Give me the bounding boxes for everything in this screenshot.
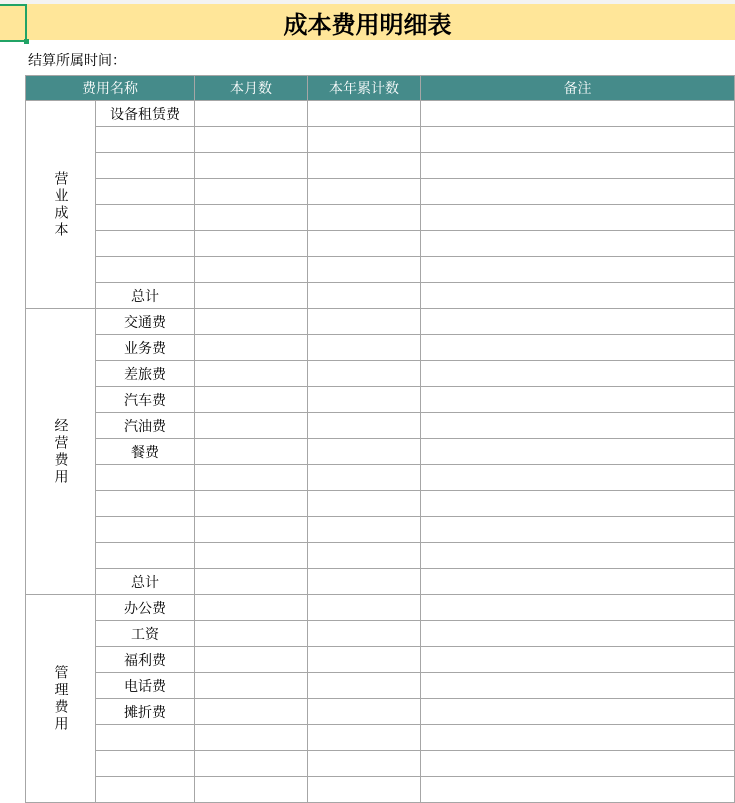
item-name-cell[interactable]: 设备租赁费 [96,101,195,127]
item-name-cell[interactable] [96,543,195,569]
ytd-amount-cell[interactable] [308,777,421,803]
item-name-cell[interactable]: 摊折费 [96,699,195,725]
remarks-cell[interactable] [421,699,735,725]
category-cell[interactable]: 营业成本 [25,101,96,309]
monthly-amount-cell[interactable] [195,777,308,803]
item-name-cell[interactable] [96,231,195,257]
item-name-cell[interactable] [96,465,195,491]
item-name-cell[interactable]: 汽油费 [96,413,195,439]
remarks-cell[interactable] [421,621,735,647]
monthly-amount-cell[interactable] [195,465,308,491]
item-name-cell[interactable]: 电话费 [96,673,195,699]
monthly-amount-cell[interactable] [195,309,308,335]
ytd-amount-cell[interactable] [308,205,421,231]
monthly-amount-cell[interactable] [195,101,308,127]
remarks-cell[interactable] [421,777,735,803]
item-name-cell[interactable] [96,205,195,231]
remarks-cell[interactable] [421,543,735,569]
monthly-amount-cell[interactable] [195,543,308,569]
monthly-amount-cell[interactable] [195,413,308,439]
remarks-cell[interactable] [421,101,735,127]
ytd-amount-cell[interactable] [308,751,421,777]
monthly-amount-cell[interactable] [195,595,308,621]
category-cell[interactable]: 管理费用 [25,595,96,803]
monthly-amount-cell[interactable] [195,621,308,647]
remarks-cell[interactable] [421,153,735,179]
monthly-amount-cell[interactable] [195,153,308,179]
header-3: 备注 [421,75,735,101]
item-name-cell[interactable]: 业务费 [96,335,195,361]
monthly-amount-cell[interactable] [195,179,308,205]
remarks-cell[interactable] [421,413,735,439]
monthly-amount-cell[interactable] [195,335,308,361]
header-0: 费用名称 [25,75,195,101]
item-name-cell[interactable] [96,777,195,803]
ytd-amount-cell[interactable] [308,231,421,257]
item-name-cell[interactable]: 汽车费 [96,387,195,413]
ytd-amount-cell[interactable] [308,309,421,335]
ytd-amount-cell[interactable] [308,543,421,569]
item-name-cell[interactable] [96,153,195,179]
monthly-amount-cell[interactable] [195,699,308,725]
remarks-cell[interactable] [421,335,735,361]
remarks-cell[interactable] [421,569,735,595]
item-name-cell[interactable]: 差旅费 [96,361,195,387]
remarks-cell[interactable] [421,127,735,153]
ytd-amount-cell[interactable] [308,621,421,647]
ytd-amount-cell[interactable] [308,283,421,309]
item-name-cell[interactable]: 工资 [96,621,195,647]
header-2: 本年累计数 [308,75,421,101]
item-name-cell[interactable]: 总计 [96,283,195,309]
ytd-amount-cell[interactable] [308,387,421,413]
ytd-amount-cell[interactable] [308,725,421,751]
item-name-cell[interactable] [96,751,195,777]
ytd-amount-cell[interactable] [308,595,421,621]
monthly-amount-cell[interactable] [195,283,308,309]
item-name-cell[interactable]: 总计 [96,569,195,595]
ytd-amount-cell[interactable] [308,101,421,127]
ytd-amount-cell[interactable] [308,153,421,179]
header-1: 本月数 [195,75,308,101]
item-name-cell[interactable]: 交通费 [96,309,195,335]
monthly-amount-cell[interactable] [195,491,308,517]
remarks-cell[interactable] [421,361,735,387]
monthly-amount-cell[interactable] [195,387,308,413]
ytd-amount-cell[interactable] [308,439,421,465]
remarks-cell[interactable] [421,205,735,231]
remarks-cell[interactable] [421,439,735,465]
monthly-amount-cell[interactable] [195,205,308,231]
remarks-cell[interactable] [421,465,735,491]
ytd-amount-cell[interactable] [308,699,421,725]
remarks-cell[interactable] [421,257,735,283]
remarks-cell[interactable] [421,309,735,335]
monthly-amount-cell[interactable] [195,725,308,751]
item-name-cell[interactable]: 餐费 [96,439,195,465]
selected-cell-a1[interactable] [0,4,27,42]
item-name-cell[interactable] [96,725,195,751]
item-name-cell[interactable] [96,491,195,517]
monthly-amount-cell[interactable] [195,569,308,595]
monthly-amount-cell[interactable] [195,751,308,777]
monthly-amount-cell[interactable] [195,439,308,465]
remarks-cell[interactable] [421,647,735,673]
remarks-cell[interactable] [421,517,735,543]
ytd-amount-cell[interactable] [308,647,421,673]
remarks-cell[interactable] [421,751,735,777]
ytd-amount-cell[interactable] [308,179,421,205]
remarks-cell[interactable] [421,595,735,621]
ytd-amount-cell[interactable] [308,491,421,517]
ytd-amount-cell[interactable] [308,257,421,283]
ytd-amount-cell[interactable] [308,517,421,543]
monthly-amount-cell[interactable] [195,231,308,257]
monthly-amount-cell[interactable] [195,361,308,387]
ytd-amount-cell[interactable] [308,569,421,595]
remarks-cell[interactable] [421,387,735,413]
category-cell[interactable]: 经营费用 [25,309,96,595]
ytd-amount-cell[interactable] [308,335,421,361]
ytd-amount-cell[interactable] [308,413,421,439]
monthly-amount-cell[interactable] [195,257,308,283]
ytd-amount-cell[interactable] [308,361,421,387]
item-name-cell[interactable]: 福利费 [96,647,195,673]
item-name-cell[interactable] [96,257,195,283]
item-name-cell[interactable] [96,179,195,205]
remarks-cell[interactable] [421,491,735,517]
settlement-period-label: 结算所属时间： [28,53,126,69]
remarks-cell[interactable] [421,725,735,751]
monthly-amount-cell[interactable] [195,127,308,153]
remarks-cell[interactable] [421,283,735,309]
ytd-amount-cell[interactable] [308,465,421,491]
remarks-cell[interactable] [421,179,735,205]
monthly-amount-cell[interactable] [195,673,308,699]
ytd-amount-cell[interactable] [308,127,421,153]
item-name-cell[interactable] [96,517,195,543]
monthly-amount-cell[interactable] [195,517,308,543]
item-name-cell[interactable] [96,127,195,153]
ytd-amount-cell[interactable] [308,673,421,699]
remarks-cell[interactable] [421,231,735,257]
remarks-cell[interactable] [421,673,735,699]
sheet-title: 成本费用明细表 [0,4,735,40]
monthly-amount-cell[interactable] [195,647,308,673]
item-name-cell[interactable]: 办公费 [96,595,195,621]
